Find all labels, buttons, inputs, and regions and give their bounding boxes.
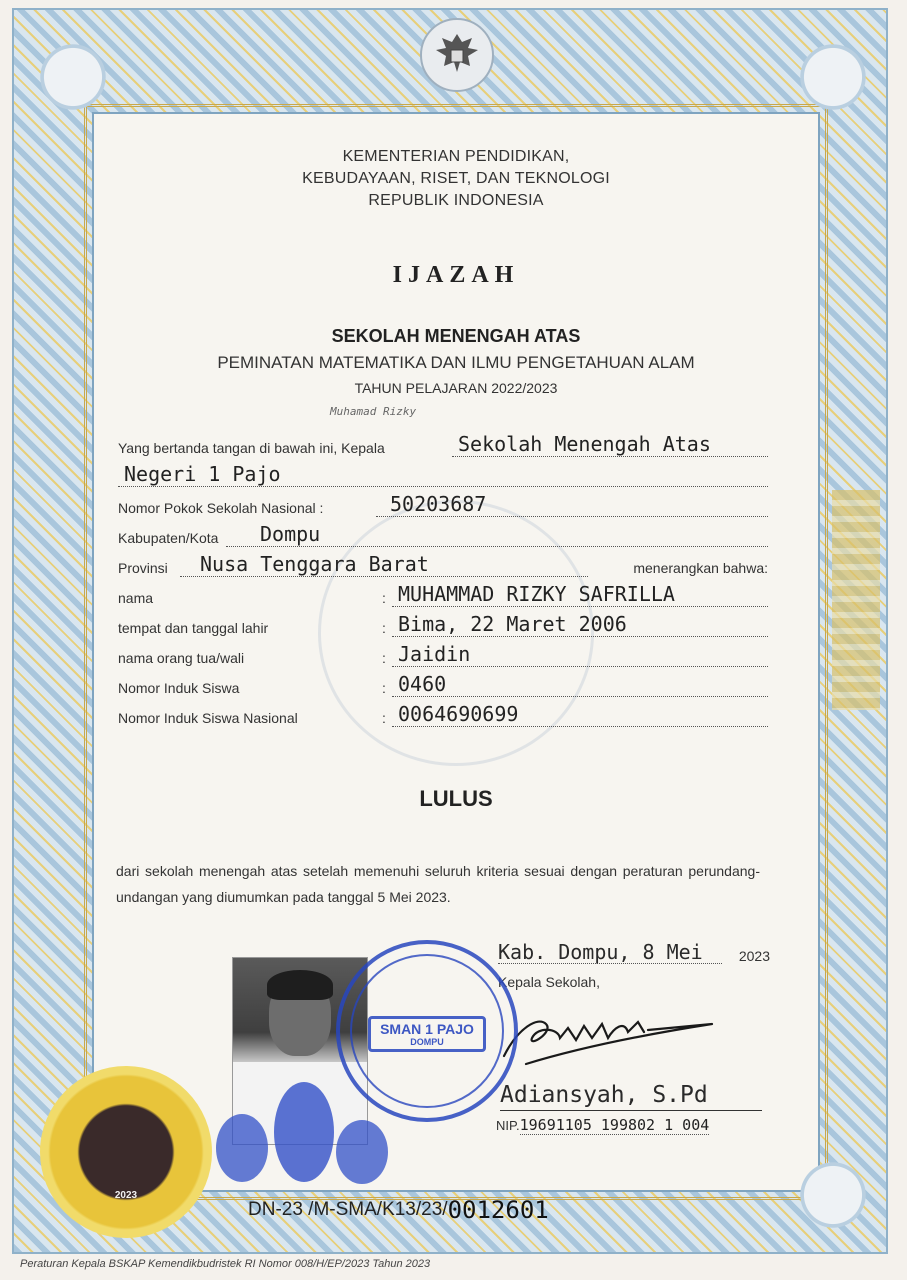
dotted-line (118, 486, 768, 487)
corner-ornament-bottom-right (796, 1158, 870, 1232)
colon: : (382, 710, 386, 726)
dotted-line (392, 666, 768, 667)
nisn-value: 0064690699 (398, 702, 519, 726)
row-school-name (118, 462, 768, 490)
row-nis (118, 672, 768, 700)
handwritten-annotation: Muhamad Rizky (330, 405, 417, 418)
district-label: Kabupaten/Kota (118, 530, 219, 546)
place-date-value: Kab. Dompu, 8 Mei (498, 940, 703, 964)
school-name-part2: Negeri 1 Pajo (124, 462, 281, 486)
ministry-line-2: KEBUDAYAAN, RISET, DAN TEKNOLOGI (302, 170, 610, 187)
dotted-line (392, 726, 768, 727)
serial-prefix: DN-23 /M-SMA/K13/23/ (248, 1199, 448, 1220)
signer-role: Kepala Sekolah, (498, 974, 600, 990)
corner-ornament-top-left (36, 40, 110, 114)
regulation-footer: Peraturan Kepala BSKAP Kemendikbudristek RI Nomor 008/H/EP/2023 Tahun 2023 (20, 1258, 431, 1270)
parent-label: nama orang tua/wali (118, 650, 245, 666)
dotted-line (376, 516, 768, 517)
nip-label: NIP. (496, 1118, 520, 1133)
study-program: PEMINATAN MATEMATIKA DAN ILMU PENGETAHUAN ALAM (217, 353, 695, 372)
npsn-value: 50203687 (390, 492, 487, 516)
hologram-year: 2023 (114, 1190, 138, 1201)
signature-icon (498, 998, 718, 1068)
birth-value: Bima, 22 Maret 2006 (398, 612, 627, 636)
serial-number-value: 0012601 (447, 1196, 549, 1224)
student-name-value: MUHAMMAD RIZKY SAFRILLA (398, 582, 675, 606)
signing-year: 2023 (738, 948, 770, 964)
stamp-town: DOMPU (410, 1037, 444, 1047)
principal-name-value: Adiansyah, S.Pd (500, 1082, 708, 1108)
dotted-line (180, 576, 588, 577)
row-district (118, 522, 768, 550)
province-label: Provinsi (118, 560, 168, 576)
nis-value: 0460 (398, 672, 447, 696)
row-student-name (118, 582, 768, 610)
graduation-statement: dari sekolah menengah atas setelah memenuhi seluruh kriteria sesuai dengan peraturan perundang-undangan yang diumumkan pada tanggal 5 Mei 2023. (116, 863, 760, 905)
row-school-head (118, 432, 768, 460)
nip-value: 19691105 199802 1 004 (519, 1116, 710, 1134)
dotted-line (392, 606, 768, 607)
ministry-heading (92, 146, 820, 212)
row-province (118, 552, 768, 580)
province-value: Nusa Tenggara Barat (200, 552, 429, 576)
statement-tail: menerangkan bahwa: (633, 560, 768, 576)
garuda-emblem-icon (420, 18, 494, 92)
corner-ornament-top-right (796, 40, 870, 114)
parent-value: Jaidin (398, 642, 471, 666)
school-stamp (336, 940, 518, 1122)
security-hologram-strip (832, 490, 880, 710)
colon: : (382, 680, 386, 696)
dotted-line (226, 546, 768, 547)
dotted-line (392, 636, 768, 637)
colon: : (382, 620, 386, 636)
school-name-part1: Sekolah Menengah Atas (458, 432, 711, 456)
stamp-label-box (368, 1016, 486, 1052)
ministry-line-3: REPUBLIK INDONESIA (368, 192, 544, 209)
row-npsn (118, 492, 768, 520)
colon: : (382, 590, 386, 606)
stamp-school: SMAN 1 PAJO (380, 1021, 474, 1037)
hologram-seal-icon (40, 1066, 212, 1238)
row-nisn (118, 702, 768, 730)
serial-number (248, 1196, 708, 1236)
ministry-line-1: KEMENTERIAN PENDIDIKAN, (342, 148, 570, 165)
colon: : (382, 650, 386, 666)
district-value: Dompu (260, 522, 321, 546)
dotted-line (392, 696, 768, 697)
dotted-line (452, 456, 768, 457)
place-and-date (498, 936, 770, 966)
row-birth (118, 612, 768, 640)
nisn-label: Nomor Induk Siswa Nasional (118, 710, 298, 726)
school-level: SEKOLAH MENENGAH ATAS (331, 326, 581, 346)
principal-nip (496, 1116, 766, 1134)
nis-label: Nomor Induk Siswa (118, 680, 240, 696)
photo-hair (267, 970, 333, 1000)
graduation-result: LULUS (419, 786, 493, 811)
document-title: IJAZAH (392, 262, 520, 288)
intro-label: Yang bertanda tangan di bawah ini, Kepala (118, 440, 385, 456)
principal-name (500, 1076, 762, 1111)
birth-label: tempat dan tanggal lahir (118, 620, 269, 636)
academic-year: TAHUN PELAJARAN 2022/2023 (354, 380, 558, 396)
row-parent (118, 642, 768, 670)
name-label: nama (118, 590, 154, 606)
npsn-label: Nomor Pokok Sekolah Nasional : (118, 500, 324, 516)
